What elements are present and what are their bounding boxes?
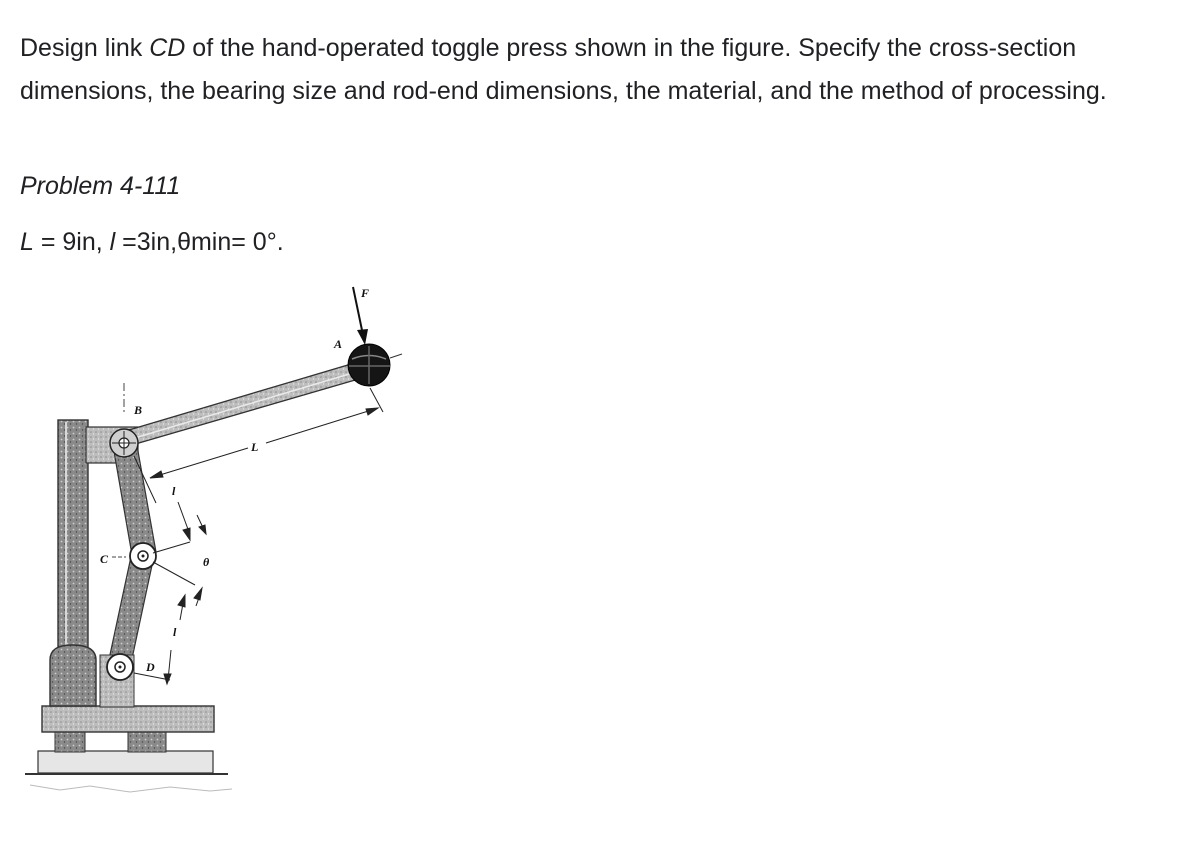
label-C: C [100, 552, 109, 566]
given-L-text: = 9in, [33, 228, 110, 256]
link-name: CD [149, 34, 186, 62]
problem-body: of the hand-operated toggle press shown in the figure. Specify the cross-section dimensions, the bearing size and rod-end dimensions, the material, and the method of processing. [20, 34, 1107, 105]
label-F: F [361, 286, 370, 300]
problem-statement [20, 27, 1180, 113]
label-l-lower: l [173, 625, 177, 639]
label-A: A [334, 337, 343, 351]
given-values [20, 228, 284, 257]
given-rest-text: =3in,θmin= 0°. [115, 228, 284, 256]
lever-handle [122, 362, 362, 447]
given-L-symbol: L [20, 228, 34, 256]
label-L: L [251, 440, 259, 454]
label-l-upper: l [172, 484, 176, 498]
handle-knob [348, 344, 402, 386]
pin-d [107, 654, 133, 680]
problem-intro: Design link [20, 34, 150, 62]
label-B: B [134, 403, 143, 417]
label-D: D [146, 660, 155, 674]
pin-b [110, 429, 138, 457]
label-theta: θ [203, 555, 210, 569]
toggle-press-figure [0, 270, 440, 830]
given-l-symbol: l [109, 228, 116, 256]
press-base [25, 706, 232, 792]
pin-c [130, 543, 156, 569]
problem-number: Problem 4-111 [20, 172, 181, 200]
